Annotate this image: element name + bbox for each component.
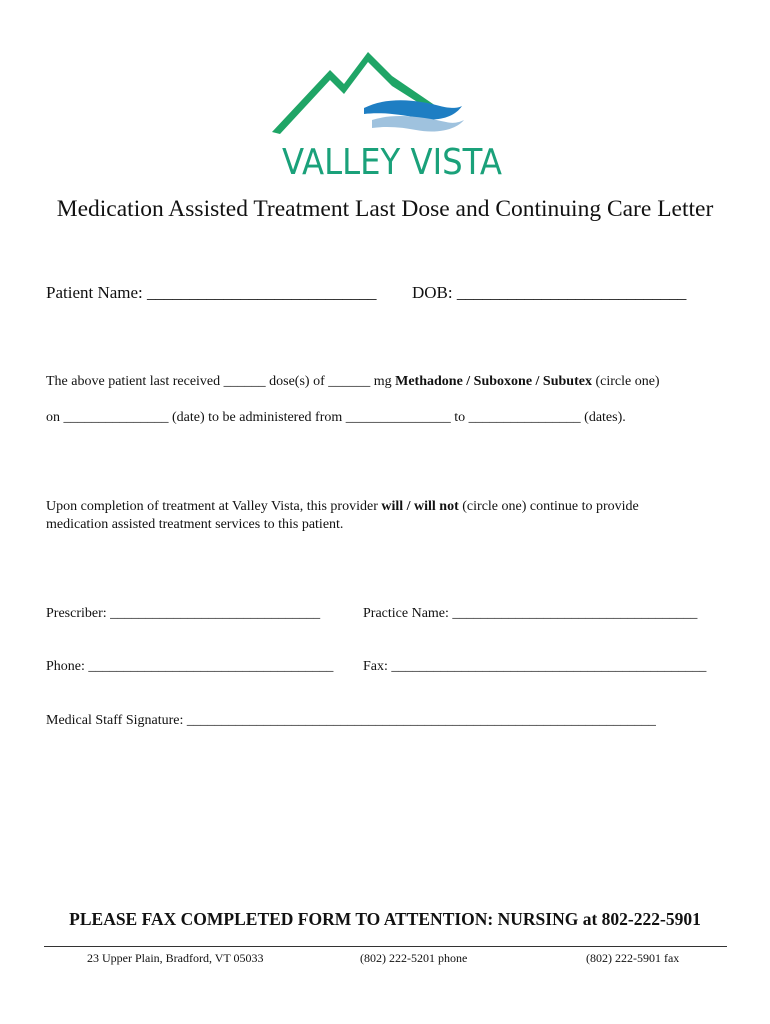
dob-label: DOB: [412, 283, 453, 302]
fax-notice: PLEASE FAX COMPLETED FORM TO ATTENTION: NURSING at 802-222-5901 [69, 909, 701, 929]
footer-address: 23 Upper Plain, Bradford, VT 05033 [87, 951, 264, 965]
patient-name-blank: ___________________________ [147, 283, 377, 302]
fax-field[interactable]: Fax: _____________________________________________ [363, 659, 707, 674]
valley-vista-logo [268, 48, 508, 180]
signature-field[interactable]: Medical Staff Signature: ___________________________________________________________________ [46, 713, 656, 728]
continuation-line-2: medication assisted treatment services to this patient. [46, 517, 344, 532]
wave-dark [364, 100, 462, 119]
dose-text-b: (circle one) [591, 374, 660, 389]
wave-light [372, 116, 464, 131]
dob-blank: ___________________________ [456, 283, 687, 302]
will-options[interactable]: will / will not [381, 499, 459, 514]
dose-line-1 [46, 374, 660, 390]
dose-text-a: The above patient last received ______ dose(s) of ______ mg [46, 374, 396, 389]
footer-divider [44, 946, 727, 947]
patient-name-label: Patient Name: [46, 283, 143, 302]
dob-field[interactable] [412, 283, 686, 303]
footer-phone: (802) 222-5201 phone [360, 951, 468, 965]
footer-fax: (802) 222-5901 fax [586, 951, 680, 965]
continuation-text-b: (circle one) continue to provide [458, 499, 639, 514]
logo-wordmark: VALLEY VISTA [282, 142, 503, 180]
medication-options[interactable]: Methadone / Suboxone / Subutex [395, 374, 592, 389]
prescriber-field[interactable]: Prescriber: ______________________________ [46, 606, 321, 621]
continuation-line-1 [46, 499, 639, 515]
patient-name-field[interactable] [46, 283, 377, 303]
logo-graphic [268, 48, 508, 180]
practice-name-field[interactable]: Practice Name: ___________________________________ [363, 606, 698, 621]
continuation-text-a: Upon completion of treatment at Valley Vista, this provider [46, 499, 382, 514]
dose-line-2: on _______________ (date) to be administered from _______________ to ________________ (dates). [46, 410, 626, 425]
page-title: Medication Assisted Treatment Last Dose and Continuing Care Letter [56, 196, 714, 222]
phone-field[interactable]: Phone: ___________________________________ [46, 659, 334, 674]
